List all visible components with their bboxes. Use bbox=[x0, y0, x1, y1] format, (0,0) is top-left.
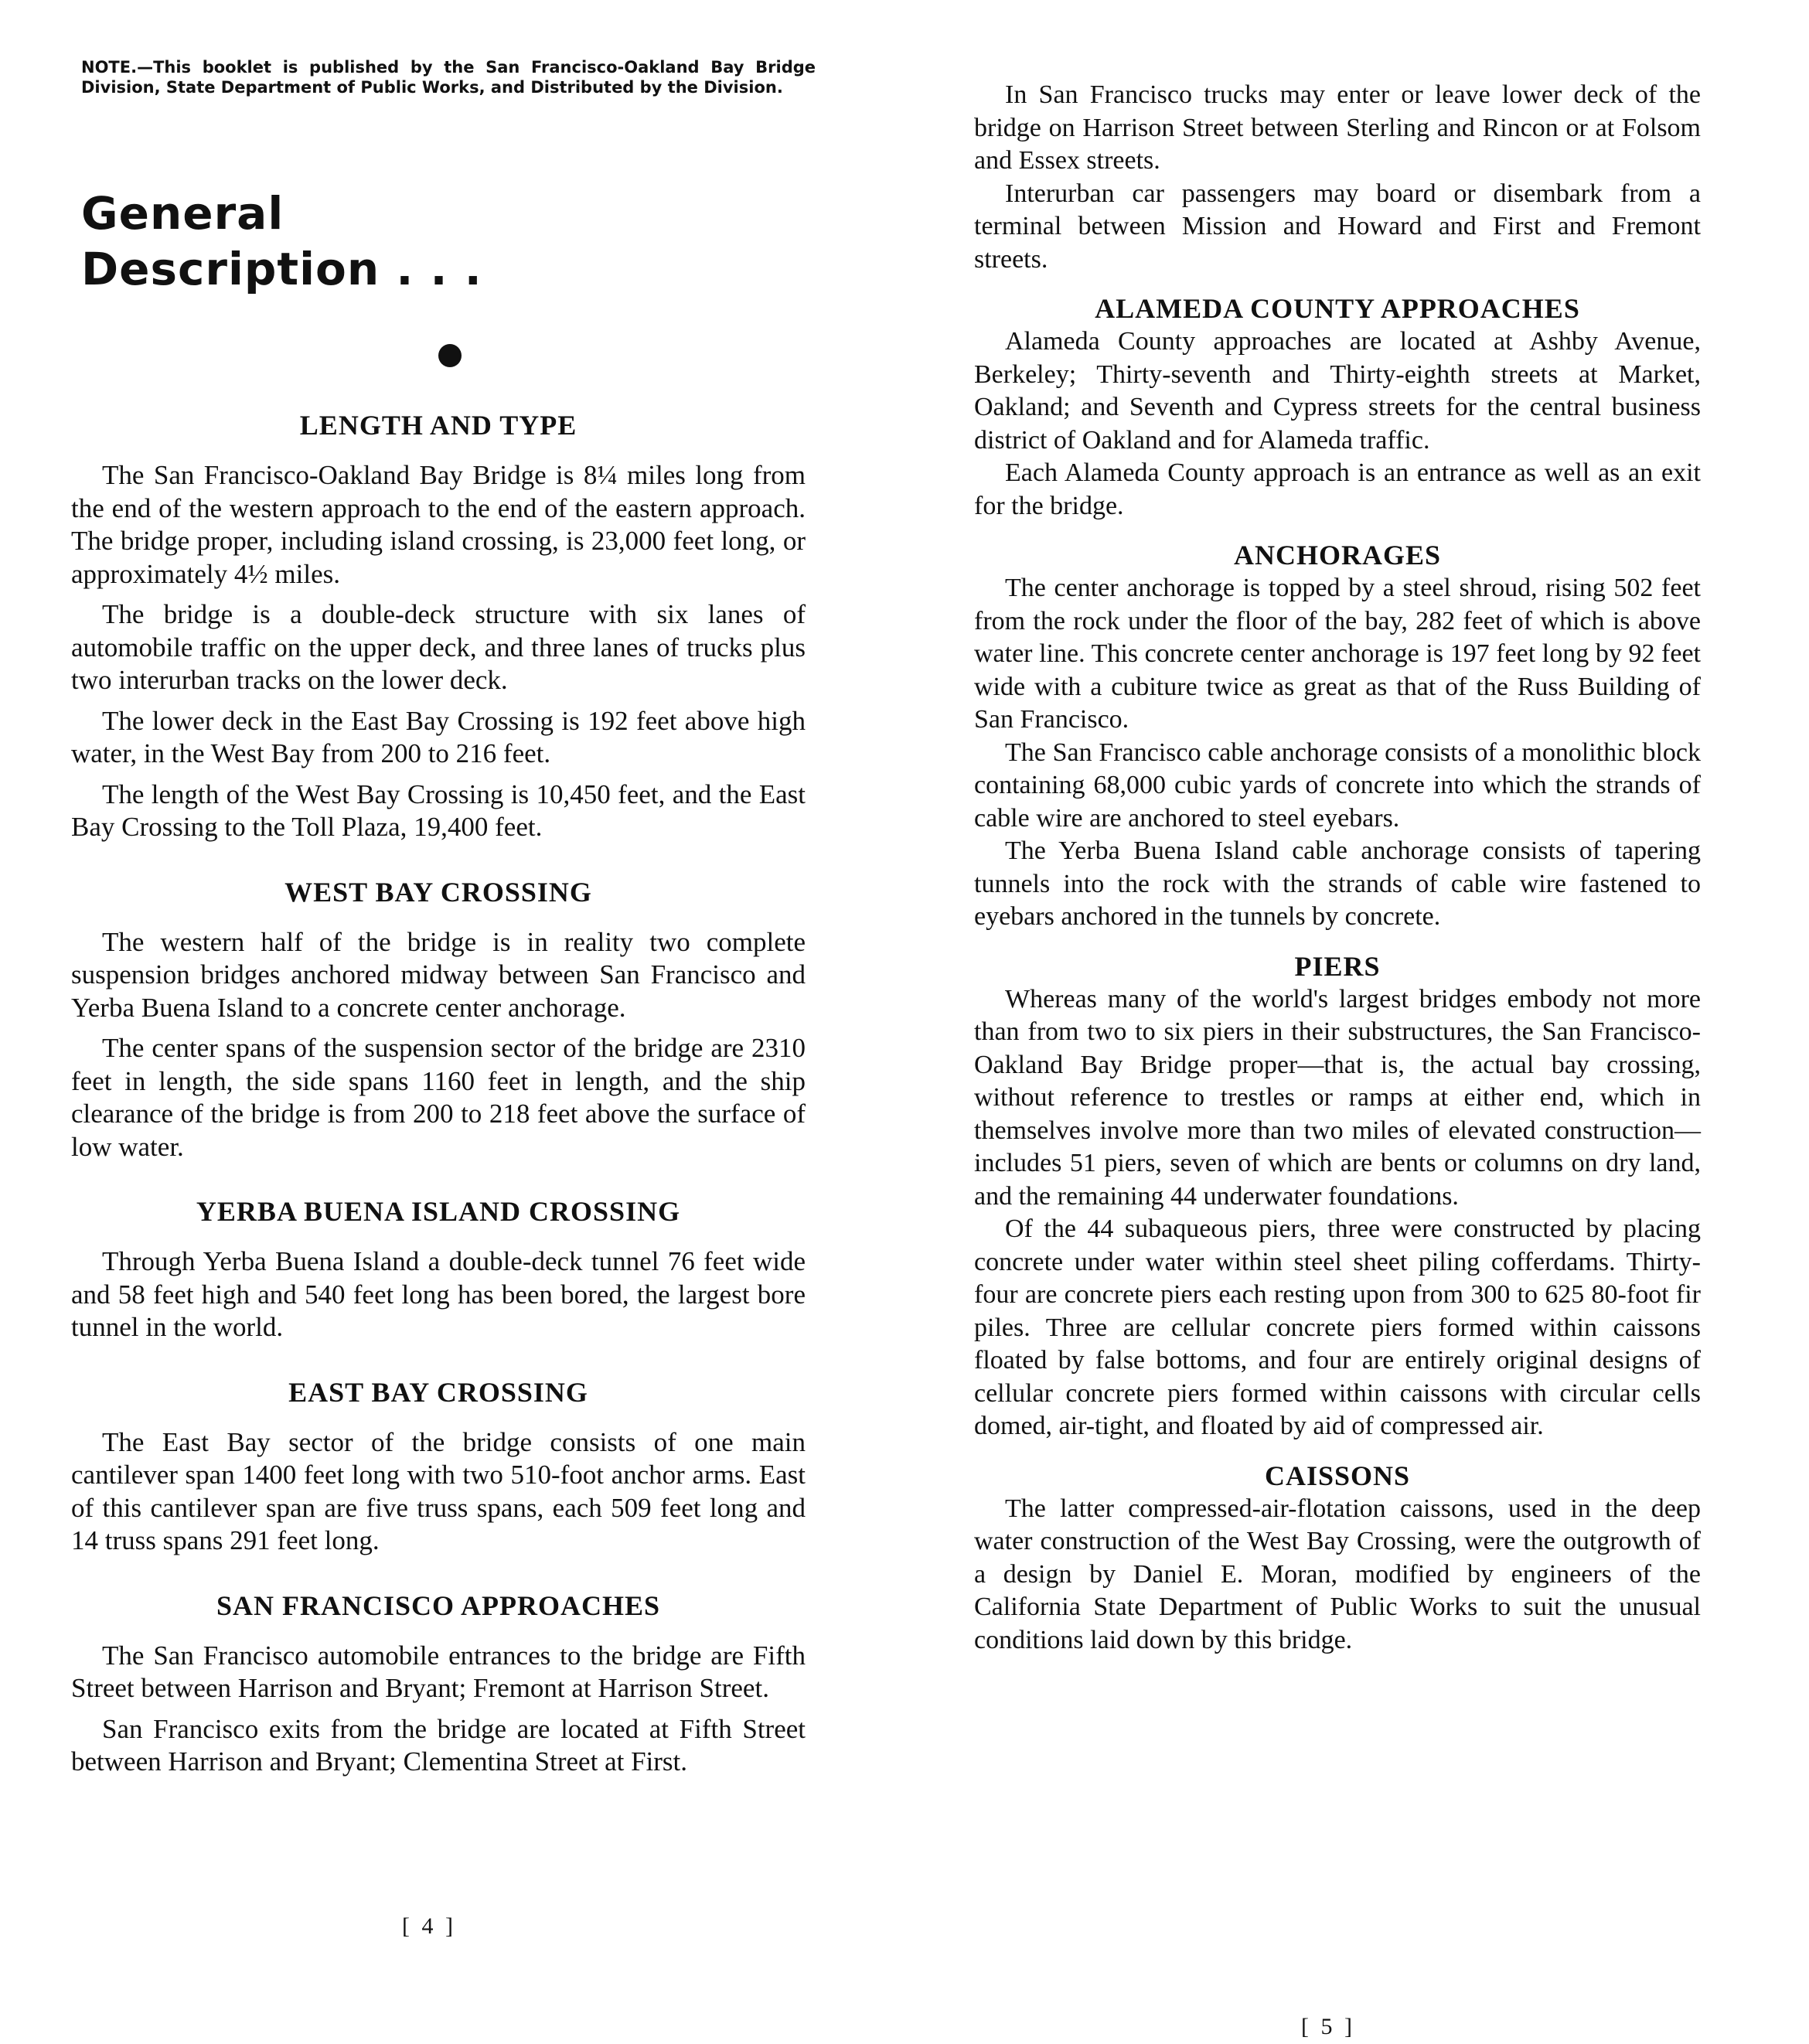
paragraph: The bridge is a double-deck structure with six lanes of automobile traffic on the upper deck, and three lanes of trucks plus two interurban tracks on the lower deck. bbox=[71, 599, 806, 695]
left-page bbox=[0, 0, 904, 2044]
bullet-dot-ornament bbox=[438, 344, 462, 367]
paragraph: The length of the West Bay Crossing is 10,450 feet, and the East Bay Crossing to the Toll Plaza, 19,400 feet. bbox=[71, 778, 806, 842]
page-number: [ 4 ] bbox=[402, 1913, 456, 1939]
right-page bbox=[904, 0, 1809, 2044]
paragraph: The western half of the bridge is in reality two complete suspension bridges anchored midway between San Francisco and Yerba Buena Island to a concrete center anchorage. bbox=[71, 926, 806, 1023]
section-heading-west-bay-crossing: WEST BAY CROSSING bbox=[284, 876, 592, 908]
paragraph: Whereas many of the world's largest bridges embody not more than from two to six piers in their substructures, the San Francisco-Oakland Bay Bridge proper—that is, the actual bay crossing, without reference to trestles or ramps at either end, which in themselves involve more than two miles of elevated construction—includes 51 piers, seven of which are bents or columns on dry land, and the remaining 44 underwater foundations. bbox=[974, 984, 1701, 1211]
paragraph: Of the 44 subaqueous piers, three were constructed by placing concrete under water within steel sheet piling cofferdams. Thirty-four are concrete piers each resting upon from 300 to 625 80-foot fir piles. Three are cellular concrete piers formed within caissons floated by false bottoms, and four are entirely original designs of cellular concrete piers formed within caissons with circular cells domed, air-tight, and floated by aid of compressed air. bbox=[974, 1214, 1701, 1440]
section-heading-piers: PIERS bbox=[1294, 950, 1381, 982]
paragraph: Each Alameda County approach is an entrance as well as an exit for the bridge. bbox=[974, 458, 1701, 520]
publication-note: NOTE.—This booklet is published by the San Francisco-Oakland Bay Bridge Division, State Department of Public Works, and Distributed by the Division. bbox=[81, 58, 816, 97]
paragraph: The San Francisco automobile entrances to the bridge are Fifth Street between Harrison and Bryant; Fremont at Harrison Street. bbox=[71, 1640, 806, 1703]
title-line-2: Description . . . bbox=[81, 243, 482, 295]
paragraph: The center anchorage is topped by a steel shroud, rising 502 feet from the rock under the floor of the bay, 282 feet of which is above water line. This concrete center anchorage is 197 feet long by 92 feet wide with a cubiture twice as great as that of the Russ Building of San Francisco. bbox=[974, 574, 1701, 734]
section-heading-san-francisco-approaches: SAN FRANCISCO APPROACHES bbox=[216, 1589, 661, 1621]
title-line-1: General bbox=[81, 187, 284, 240]
paragraph: Through Yerba Buena Island a double-deck tunnel 76 feet wide and 58 feet high and 540 feet long has been bored, the largest bore tunnel in the world. bbox=[71, 1246, 806, 1342]
section-heading-caissons: CAISSONS bbox=[1264, 1460, 1411, 1491]
section-heading-alameda-county-approaches: ALAMEDA COUNTY APPROACHES bbox=[1095, 293, 1580, 324]
right-column bbox=[974, 79, 1701, 1657]
paragraph: San Francisco exits from the bridge are located at Fifth Street between Harrison and Bryant; Clementina Street at First. bbox=[71, 1713, 806, 1777]
section-heading-anchorages: ANCHORAGES bbox=[1233, 540, 1442, 571]
left-column bbox=[71, 408, 806, 1779]
paragraph: The San Francisco cable anchorage consists of a monolithic block containing 68,000 cubic yards of concrete into which the strands of cable wire are anchored to steel eyebars. bbox=[974, 738, 1701, 833]
paragraph: The San Francisco-Oakland Bay Bridge is 8¼ miles long from the end of the western approach to the end of the eastern approach. The bridge proper, including island crossing, is 23,000 feet long, or approximately 4½ miles. bbox=[71, 460, 806, 589]
section-heading-yerba-buena-island-crossing: YERBA BUENA ISLAND CROSSING bbox=[196, 1196, 681, 1227]
page-number: [ 5 ] bbox=[1301, 2014, 1355, 2039]
section-heading-east-bay-crossing: EAST BAY CROSSING bbox=[288, 1376, 588, 1408]
section-heading-length-and-type: LENGTH AND TYPE bbox=[299, 410, 577, 441]
paragraph: The latter compressed-air-flotation caissons, used in the deep water construction of the West Bay Crossing, were the outgrowth of a design by Daniel E. Moran, modified by engineers of the California State Department of Public Works to suit the unusual conditions laid down by this bridge. bbox=[974, 1494, 1701, 1654]
paragraph: The center spans of the suspension sector of the bridge are 2310 feet in length, the side spans 1160 feet in length, and the ship clearance of the bridge is from 200 to 218 feet above the surface of low water. bbox=[71, 1033, 806, 1162]
paragraph: Alameda County approaches are located at Ashby Avenue, Berkeley; Thirty-seventh and Thirty-eighth streets at Market, Oakland; and Seventh and Cypress streets for the central business district of Oakland and for Alameda traffic. bbox=[974, 327, 1701, 455]
paragraph: In San Francisco trucks may enter or leave lower deck of the bridge on Harrison Street between Sterling and Rincon or at Folsom and Essex streets. bbox=[974, 80, 1701, 175]
page-title bbox=[81, 186, 482, 297]
paragraph: The East Bay sector of the bridge consists of one main cantilever span 1400 feet long with two 510-foot anchor arms. East of this cantilever span are five truss spans, each 509 feet long and 14 truss spans 291 feet long. bbox=[71, 1426, 806, 1555]
paragraph: Interurban car passengers may board or disembark from a terminal between Mission and Howard and First and Fremont streets. bbox=[974, 179, 1701, 274]
paragraph: The lower deck in the East Bay Crossing is 192 feet above high water, in the West Bay from 200 to 216 feet. bbox=[71, 705, 806, 768]
paragraph: The Yerba Buena Island cable anchorage consists of tapering tunnels into the rock with the strands of cable wire fastened to eyebars anchored in the tunnels by concrete. bbox=[974, 836, 1701, 931]
